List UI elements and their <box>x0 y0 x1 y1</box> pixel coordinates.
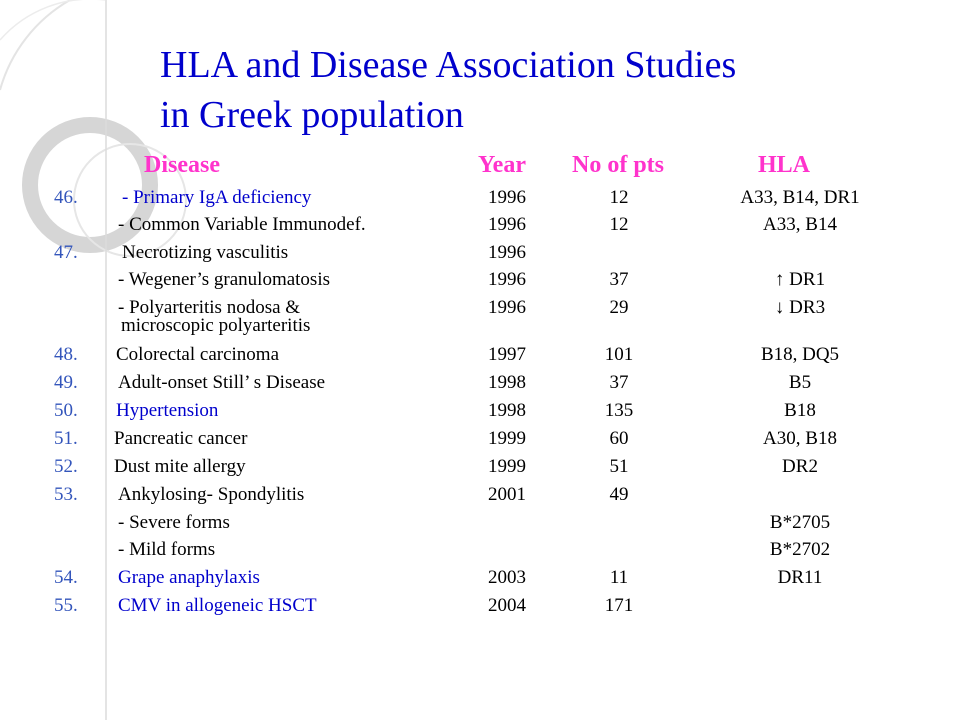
row-number: 48. <box>54 344 78 365</box>
row-disease: - Common Variable Immunodef. <box>118 214 366 235</box>
row-patients: 60 <box>609 428 629 449</box>
row-patients: 29 <box>609 297 629 318</box>
row-year: 1996 <box>488 297 526 318</box>
table-row <box>0 371 960 399</box>
row-disease: Colorectal carcinoma <box>116 344 280 365</box>
row-patients: 51 <box>609 456 629 477</box>
row-hla: B18, DQ5 <box>760 344 840 365</box>
table-row <box>0 268 960 296</box>
row-patients: 11 <box>609 567 629 588</box>
header-pts: No of pts <box>572 152 665 178</box>
table-row <box>0 399 960 427</box>
table-row <box>0 343 960 371</box>
row-year: 1996 <box>488 214 526 235</box>
row-hla: B*2702 <box>769 539 831 560</box>
table-row <box>0 296 960 336</box>
row-patients: 101 <box>604 344 634 365</box>
row-number: 50. <box>54 400 78 421</box>
row-year: 1998 <box>488 372 526 393</box>
row-disease: - Severe forms <box>118 512 230 533</box>
row-disease: - Wegener’s granulomatosis <box>118 269 330 290</box>
row-number: 47. <box>54 242 78 263</box>
table-row <box>0 213 960 241</box>
row-disease: CMV in allogeneic HSCT <box>118 595 317 616</box>
row-disease: Hypertension <box>116 400 219 421</box>
row-number: 52. <box>54 456 78 477</box>
row-number: 53. <box>54 484 78 505</box>
table-row <box>0 455 960 483</box>
row-patients: 49 <box>609 484 629 505</box>
row-disease: Necrotizing vasculitis <box>122 242 289 263</box>
row-patients: 12 <box>609 214 629 235</box>
header-year: Year <box>478 152 526 178</box>
row-year: 1998 <box>488 400 526 421</box>
row-hla: DR2 <box>782 456 818 477</box>
slide-title <box>160 40 920 140</box>
row-hla: B*2705 <box>769 512 831 533</box>
row-year: 2001 <box>488 484 526 505</box>
row-patients: 37 <box>609 269 629 290</box>
row-year: 1996 <box>488 269 526 290</box>
table-row <box>0 511 960 539</box>
row-patients: 12 <box>609 187 629 208</box>
row-number: 55. <box>54 595 78 616</box>
row-number: 49. <box>54 372 78 393</box>
row-disease: - Polyarteritis nodosa & <box>118 297 301 318</box>
row-number: 51. <box>54 428 78 449</box>
title-line-2: in Greek population <box>160 94 464 136</box>
row-hla: A33, B14, DR1 <box>740 187 860 208</box>
table-row <box>0 427 960 455</box>
row-hla: ↑ DR1 <box>774 269 826 290</box>
row-hla: A30, B18 <box>763 428 837 449</box>
row-number: 54. <box>54 567 78 588</box>
row-disease-continued: microscopic polyarteritis <box>121 315 311 336</box>
row-patients: 37 <box>609 372 629 393</box>
row-year: 1996 <box>488 187 526 208</box>
row-patients: 135 <box>604 400 634 421</box>
row-disease: - Primary IgA deficiency <box>122 187 312 208</box>
row-hla: B18 <box>784 400 816 421</box>
row-year: 1996 <box>488 242 526 263</box>
header-hla: HLA <box>758 152 811 178</box>
row-disease: Pancreatic cancer <box>114 428 248 449</box>
row-disease: Ankylosing- Spondylitis <box>118 484 305 505</box>
header-disease: Disease <box>144 152 220 178</box>
row-disease: Grape anaphylaxis <box>118 567 260 588</box>
title-line-1: HLA and Disease Association Studies <box>160 44 737 86</box>
row-year: 2004 <box>488 595 526 616</box>
row-year: 1999 <box>488 456 526 477</box>
row-hla: ↓ DR3 <box>774 297 826 318</box>
table-row <box>0 483 960 511</box>
row-year: 1997 <box>488 344 526 365</box>
row-disease: - Mild forms <box>118 539 216 560</box>
table-row <box>0 186 960 214</box>
row-hla: DR11 <box>777 567 823 588</box>
row-hla: B5 <box>788 372 812 393</box>
row-disease: Dust mite allergy <box>114 456 246 477</box>
row-patients: 171 <box>604 595 634 616</box>
row-hla: A33, B14 <box>763 214 837 235</box>
table-row <box>0 566 960 594</box>
table-row <box>0 594 960 622</box>
row-number: 46. <box>54 187 78 208</box>
table-row <box>0 241 960 269</box>
row-disease: Adult-onset Still’ s Disease <box>118 372 326 393</box>
table-row <box>0 538 960 566</box>
row-year: 1999 <box>488 428 526 449</box>
row-year: 2003 <box>488 567 526 588</box>
